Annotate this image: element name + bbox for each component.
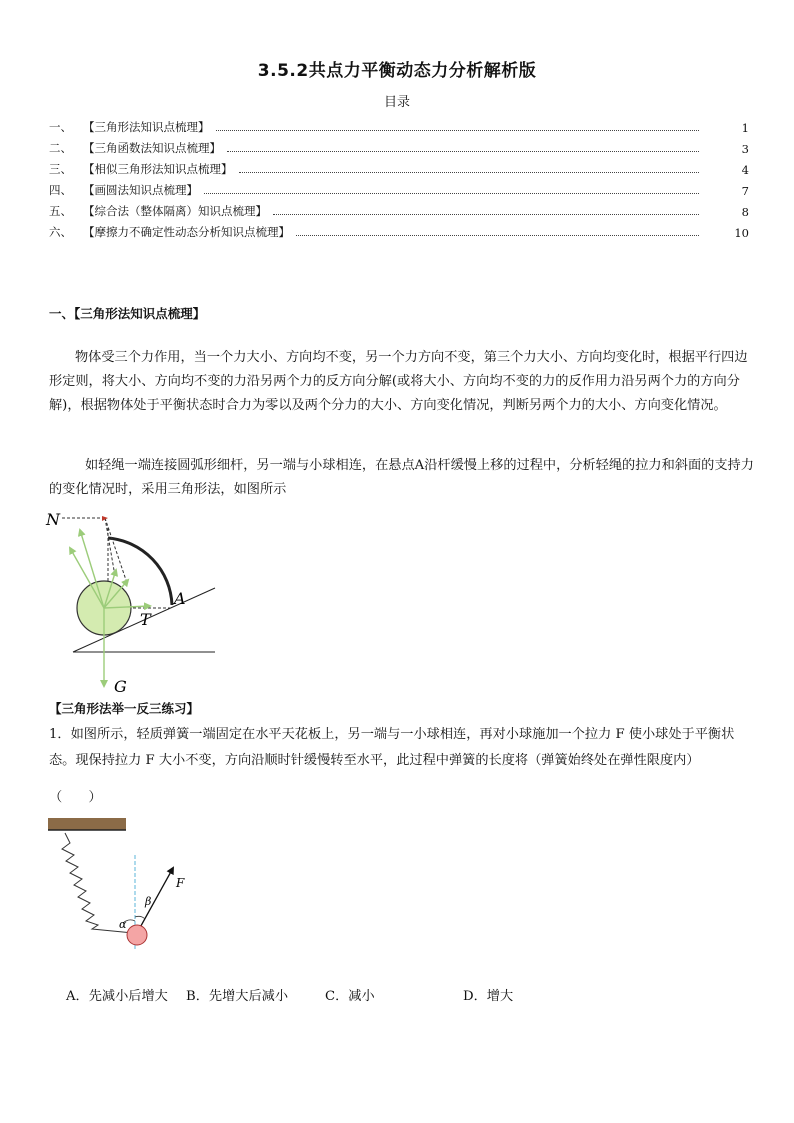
toc-leader-dots	[204, 193, 699, 194]
option-b[interactable]: B．先增大后减小	[186, 989, 289, 1004]
table-of-contents	[49, 114, 749, 240]
toc-entry-page: 10	[734, 226, 749, 240]
answer-options	[66, 985, 566, 1005]
toc-entry[interactable]	[49, 219, 749, 240]
label-alpha: α	[119, 918, 127, 931]
force-triangle-figure	[40, 508, 230, 698]
toc-leader-dots	[273, 214, 699, 215]
label-N: N	[46, 510, 60, 529]
section-heading: 一、【三角形法知识点梳理】	[49, 306, 206, 321]
toc-entry-page: 1	[741, 121, 749, 135]
toc-entry[interactable]	[49, 114, 749, 135]
label-F: F	[176, 876, 185, 890]
toc-entry-title: 【摩擦力不确定性动态分析知识点梳理】	[83, 225, 290, 239]
toc-entry-title: 【三角形法知识点梳理】	[83, 120, 210, 134]
angle-beta-arc	[135, 916, 145, 919]
label-beta: β	[145, 895, 152, 908]
document-title: 3.5.2共点力平衡动态力分析解析版	[257, 61, 537, 81]
dashed-triangle-side	[105, 518, 115, 576]
practice-heading: 【三角形法举一反三练习】	[49, 701, 200, 716]
toc-entry-number: 二、	[49, 141, 72, 155]
toc-entry[interactable]	[49, 135, 749, 156]
option-a[interactable]: A．先减小后增大	[66, 989, 168, 1004]
toc-leader-dots	[227, 151, 699, 152]
toc-entry-page: 8	[741, 205, 749, 219]
toc-entry-number: 六、	[49, 225, 72, 239]
toc-entry[interactable]	[49, 177, 749, 198]
toc-leader-dots	[216, 130, 700, 131]
paragraph-example: 如轻绳一端连接圆弧形细杆，另一端与小球相连，在悬点A沿杆缓慢上移的过程中，分析轻绳的拉力和斜面的支持力的变化情况时，采用三角形法，如图所示	[49, 458, 754, 497]
force-F-arrow	[137, 868, 173, 933]
toc-leader-dots	[239, 172, 700, 173]
spring-ball-figure	[45, 815, 205, 950]
paragraph-method: 物体受三个力作用，当一个力大小、方向均不变，另一个力方向不变，第三个力大小、方向均变化时，根据平行四边形定则，将大小、方向均不变的力沿另两个力的反方向分解(或将大小、方向均不变的力的反作用力沿另两个力的方向分解)，根据物体处于平衡状态时合力为零以及两个分力的大小、方向变化情况，判断另两个力的大小、方向变化情况。	[49, 350, 748, 413]
toc-entry-page: 7	[741, 184, 749, 198]
toc-entry-number: 一、	[49, 120, 72, 134]
label-G: G	[114, 677, 127, 696]
label-A: A	[174, 589, 186, 608]
toc-entry[interactable]	[49, 156, 749, 177]
toc-entry-title: 【三角函数法知识点梳理】	[83, 141, 221, 155]
question-1: 1．如图所示，轻质弹簧一端固定在水平天花板上，另一端与一小球相连，再对小球施加一个拉力 F 使小球处于平衡状态。现保持拉力 F 大小不变，方向沿顺时针缓慢转至水平，此过程中弹簧的长度将（弹簧始终处在弹性限度内）	[49, 727, 735, 768]
toc-entry[interactable]	[49, 198, 749, 219]
toc-entry-title: 【综合法（整体隔离）知识点梳理】	[83, 204, 267, 218]
toc-entry-title: 【相似三角形法知识点梳理】	[83, 162, 233, 176]
ball	[127, 925, 147, 945]
toc-entry-number: 三、	[49, 162, 72, 176]
option-c[interactable]: C．减小	[325, 989, 375, 1004]
toc-entry-number: 五、	[49, 204, 72, 218]
toc-heading: 目录	[383, 95, 410, 110]
answer-blank: （ ）	[49, 790, 102, 805]
toc-entry-page: 4	[741, 163, 749, 177]
label-T: T	[140, 610, 151, 629]
toc-leader-dots	[296, 235, 699, 236]
ceiling	[48, 818, 126, 830]
option-d[interactable]: D．增大	[463, 989, 514, 1004]
toc-entry-title: 【画圆法知识点梳理】	[83, 183, 198, 197]
toc-entry-page: 3	[741, 142, 749, 156]
toc-entry-number: 四、	[49, 183, 72, 197]
